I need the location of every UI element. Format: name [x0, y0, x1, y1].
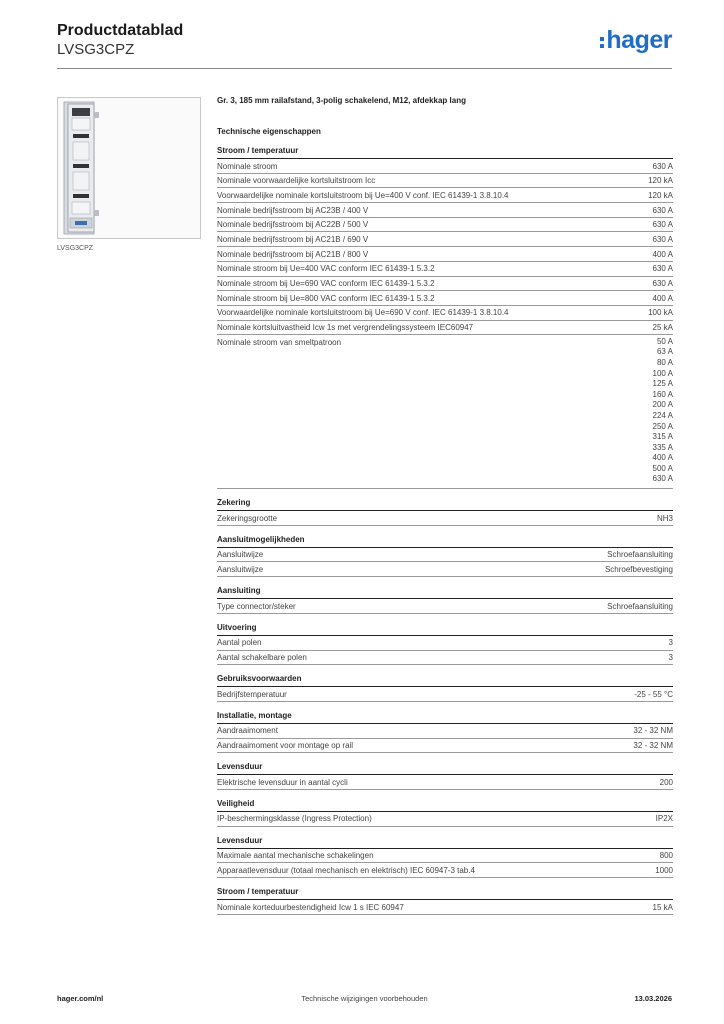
property-row: [217, 651, 673, 666]
property-value: 400 A: [652, 249, 673, 259]
group-title: Levensduur: [217, 761, 673, 775]
property-value: 630 A: [652, 205, 673, 215]
property-row: [217, 599, 673, 614]
property-value-item: 224 A: [652, 410, 673, 420]
property-label: Apparaatlevensduur (totaal mechanisch en elektrisch) IEC 60947-3 tab.4: [217, 865, 475, 875]
group-title: Gebruiksvoorwaarden: [217, 673, 673, 687]
disclaimer-text: Technische wijzigingen voorbehouden: [301, 994, 428, 1003]
group-title: Aansluiting: [217, 585, 673, 599]
property-value: 630 A: [652, 234, 673, 244]
property-value-item: 160 A: [652, 389, 673, 399]
property-groups: [217, 145, 673, 915]
group-title: Aansluitmogelijkheden: [217, 534, 673, 548]
group-title: Veiligheid: [217, 798, 673, 812]
property-group: [217, 710, 673, 753]
section-heading: Technische eigenschappen: [217, 127, 321, 136]
property-label: Nominale stroom bij Ue=800 VAC conform IEC 61439-1 5.3.2: [217, 293, 435, 303]
property-label: Voorwaardelijke nominale kortsluitstroom bij Ue=690 V conf. IEC 61439-1 3.8.10.4: [217, 308, 509, 318]
property-row: [217, 562, 673, 577]
product-image: [57, 97, 201, 239]
group-title: Installatie, montage: [217, 710, 673, 724]
property-value: 1000: [655, 865, 673, 875]
group-title: Levensduur: [217, 835, 673, 849]
property-label: Nominale stroom van smeltpatroon: [217, 337, 342, 347]
document-date: 13.03.2026: [634, 994, 672, 1003]
property-value: Schroefbevestiging: [604, 564, 673, 574]
property-row: [217, 306, 673, 321]
property-group: [217, 761, 673, 790]
header-divider: [57, 68, 672, 69]
logo-text: hager: [606, 26, 672, 54]
property-value: 630 A: [652, 279, 673, 288]
page-header: [57, 21, 672, 67]
image-caption: LVSG3CPZ: [57, 245, 94, 252]
property-row: [217, 262, 673, 277]
property-value: 400 A: [652, 293, 673, 303]
property-value: Schroefaansluiting: [607, 550, 673, 560]
property-value: NH3: [656, 513, 673, 523]
property-value: 630 A: [652, 220, 673, 230]
property-group: [217, 673, 673, 702]
property-value: 630 A: [652, 264, 673, 274]
product-code: LVSG3CPZ: [57, 41, 135, 58]
property-label: Type connector/steker: [217, 601, 296, 611]
property-label: Nominale bedrijfsstroom bij AC23B / 400 V: [217, 205, 369, 215]
property-row: [217, 775, 673, 790]
property-value: [653, 337, 673, 485]
property-group: [217, 622, 673, 665]
property-row: [217, 900, 673, 915]
property-value: 3: [668, 653, 673, 662]
property-label: Nominale bedrijfsstroom bij AC22B / 500 V: [217, 220, 369, 230]
group-title: Zekering: [217, 497, 673, 511]
property-value-item: 400 A: [652, 453, 673, 463]
property-row: [217, 218, 673, 233]
property-value-item: 80 A: [656, 357, 673, 367]
property-value-item: 250 A: [652, 421, 673, 431]
logo-colon-icon: [600, 37, 604, 48]
property-row: [217, 335, 673, 489]
property-label: IP-beschermingsklasse (Ingress Protection): [217, 814, 372, 824]
property-row: [217, 174, 673, 189]
property-label: Aansluitwijze: [217, 564, 264, 574]
property-label: Nominale bedrijfsstroom bij AC21B / 800 V: [217, 249, 369, 259]
property-value-item: 125 A: [652, 379, 673, 389]
property-value: 25 kA: [652, 323, 673, 333]
property-label: Nominale bedrijfsstroom bij AC21B / 690 V: [217, 234, 369, 244]
property-group: [217, 886, 673, 915]
property-value-item: 630 A: [652, 474, 673, 484]
property-label: Voorwaardelijke nominale kortsluitstroom bij Ue=400 V conf. IEC 61439-1 3.8.10.4: [217, 190, 509, 200]
property-label: Elektrische levensduur in aantal cycli: [217, 777, 348, 787]
property-value: 120 kA: [648, 176, 673, 186]
property-group: [217, 534, 673, 577]
property-value: 630 A: [652, 161, 673, 171]
property-value: 3: [668, 638, 673, 648]
property-value-item: 335 A: [652, 442, 673, 452]
property-value: 200: [659, 777, 673, 787]
fuse-switch-disconnector-icon: [58, 98, 200, 238]
property-row: [217, 203, 673, 218]
property-label: Aansluitwijze: [217, 550, 264, 560]
property-value: Schroefaansluiting: [607, 601, 673, 611]
property-value: -25 - 55 °C: [634, 689, 673, 699]
property-group: [217, 145, 673, 489]
property-group: [217, 798, 673, 827]
property-value: 32 - 32 NM: [633, 726, 673, 736]
group-title: Stroom / temperatuur: [217, 886, 673, 900]
technical-content: [217, 93, 673, 915]
property-label: Aandraaimoment voor montage op rail: [217, 741, 354, 751]
property-value-item: 200 A: [652, 400, 673, 410]
property-label: Nominale kortsluitvastheid Icw 1s met vergrendelingssysteem IEC60947: [217, 323, 474, 333]
property-label: Aantal schakelbare polen: [217, 653, 307, 662]
property-row: [217, 321, 673, 336]
property-label: Nominale voorwaardelijke kortsluitstroom Icc: [217, 176, 376, 186]
property-row: [217, 277, 673, 292]
property-row: [217, 687, 673, 702]
group-title: Stroom / temperatuur: [217, 145, 673, 159]
property-value-item: 500 A: [652, 463, 673, 473]
property-value-item: 100 A: [652, 368, 673, 378]
property-value: 15 kA: [652, 902, 673, 912]
property-value-item: 63 A: [656, 347, 673, 357]
product-description: Gr. 3, 185 mm railafstand, 3-polig schakelend, M12, afdekkap lang: [217, 96, 466, 105]
property-value: 800: [659, 851, 673, 861]
property-row: [217, 247, 673, 262]
property-value: 32 - 32 NM: [633, 741, 673, 751]
property-value: 100 kA: [648, 308, 673, 318]
property-row: [217, 849, 673, 864]
property-label: Maximale aantal mechanische schakelingen: [217, 851, 374, 861]
property-label: Aantal polen: [217, 638, 262, 648]
property-row: [217, 863, 673, 878]
property-value-item: 50 A: [656, 336, 673, 346]
property-label: Nominale stroom: [217, 161, 278, 171]
property-label: Nominale stroom bij Ue=690 VAC conform IEC 61439-1 5.3.2: [217, 279, 435, 288]
property-row: [217, 548, 673, 563]
property-label: Nominale stroom bij Ue=400 VAC conform IEC 61439-1 5.3.2: [217, 264, 435, 274]
hager-logo[interactable]: [600, 27, 672, 53]
property-label: Bedrijfstemperatuur: [217, 689, 287, 699]
group-title: Uitvoering: [217, 622, 673, 636]
property-row: [217, 812, 673, 827]
property-row: [217, 159, 673, 174]
property-row: [217, 291, 673, 306]
property-value: 120 kA: [648, 190, 673, 200]
property-row: [217, 636, 673, 651]
property-row: [217, 739, 673, 754]
property-row: [217, 511, 673, 526]
property-group: [217, 497, 673, 526]
property-label: Aandraaimoment: [217, 726, 278, 736]
property-label: Zekeringsgrootte: [217, 513, 278, 523]
property-group: [217, 835, 673, 878]
property-value-item: 315 A: [652, 432, 673, 442]
property-label: Nominale korteduurbestendigheid Icw 1 s IEC 60947: [217, 902, 404, 912]
property-row: [217, 724, 673, 739]
property-group: [217, 585, 673, 614]
document-title: Productdatablad: [57, 22, 184, 39]
property-value: IP2X: [655, 814, 673, 824]
property-row: [217, 232, 673, 247]
property-row: [217, 188, 673, 203]
website-link[interactable]: hager.com/nl: [57, 994, 104, 1003]
